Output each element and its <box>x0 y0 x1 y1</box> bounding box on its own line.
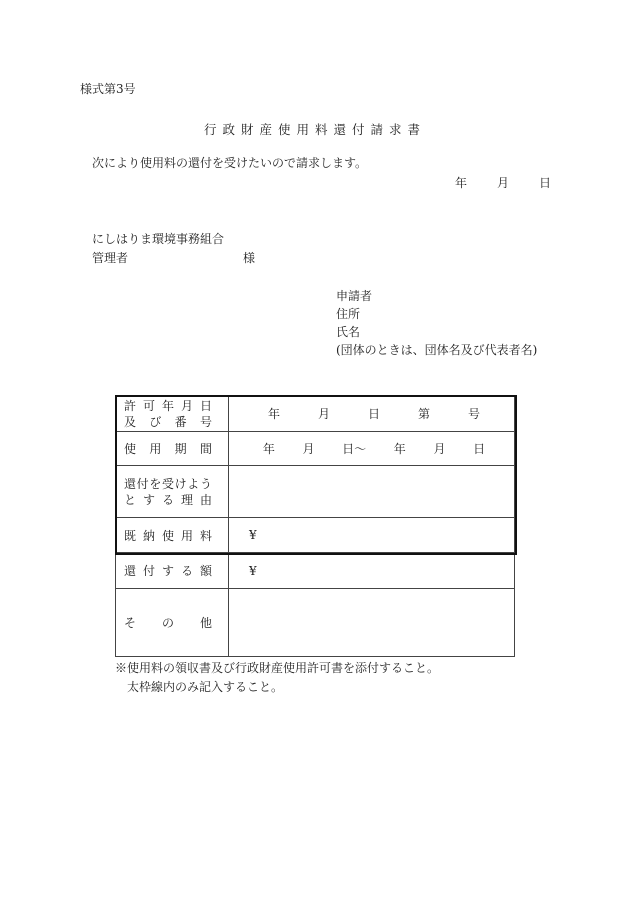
label-char: よ <box>187 476 200 491</box>
label-char: 理 <box>180 492 193 507</box>
table-row <box>116 518 515 553</box>
label-char: 許 <box>124 398 137 413</box>
label-char: 月 <box>180 398 193 413</box>
refund-reason-field[interactable] <box>229 466 515 518</box>
intro-text: 次により使用料の還付を受けたいので請求します。 <box>92 156 368 170</box>
permit-number-suffix: 号 <box>467 407 480 421</box>
label-char: を <box>149 476 162 491</box>
label-char: 間 <box>199 442 212 456</box>
table-row <box>116 432 515 466</box>
label-line1 <box>124 476 212 492</box>
label-char: 付 <box>136 476 149 491</box>
label-char: 還 <box>124 476 137 491</box>
addressee-manager: 管理者 <box>92 251 129 265</box>
table-row <box>116 466 515 518</box>
label-char: 額 <box>199 564 212 578</box>
refund-amount-label <box>116 553 229 589</box>
label-char: す <box>161 564 174 578</box>
addressee-org: にしはりま環境事務組合 <box>92 232 225 246</box>
applicant-heading: 申請者 <box>336 289 373 303</box>
label-char: 日 <box>199 398 212 413</box>
label-char: 号 <box>199 414 212 429</box>
applicant-address-label: 住所 <box>336 307 361 321</box>
label-line2 <box>124 414 212 430</box>
label-char: 用 <box>180 528 193 543</box>
label-char: う <box>199 476 212 491</box>
document-title: 行政財産使用料還付請求書 <box>203 122 426 137</box>
label-char: 受 <box>161 476 174 491</box>
applicant-name-label: 氏名 <box>336 325 361 339</box>
date-month: 月 <box>497 176 510 190</box>
label-char: の <box>161 616 174 630</box>
label-char: 期 <box>174 442 187 456</box>
permit-date-label <box>116 396 229 432</box>
label-char: 料 <box>199 528 212 543</box>
permit-day: 日 <box>367 407 380 421</box>
table-row <box>116 396 515 432</box>
addressee-honorific: 様 <box>243 251 256 265</box>
other-label <box>116 589 229 657</box>
label-char: 由 <box>199 492 212 507</box>
usage-period-label <box>116 432 229 466</box>
label-char: 使 <box>161 528 174 543</box>
label-char: 及 <box>124 414 137 429</box>
note-attachment: ※使用料の領収書及び行政財産使用許可書を添付すること。 <box>115 661 440 675</box>
permit-date-field[interactable] <box>229 396 515 432</box>
table-row <box>116 553 515 589</box>
label-char: る <box>180 564 193 578</box>
period-end-year: 年 <box>393 442 406 456</box>
period-start-day: 日〜 <box>342 442 367 456</box>
label-char: 可 <box>142 398 155 413</box>
date-year: 年 <box>455 176 468 190</box>
form-number: 様式第3号 <box>80 82 136 96</box>
label-char: 既 <box>124 528 137 543</box>
label-char: び <box>149 414 162 429</box>
period-end-month: 月 <box>433 442 446 456</box>
request-table <box>115 395 515 657</box>
label-char: と <box>124 492 137 507</box>
applicant-note: (団体のときは、団体名及び代表者名) <box>336 343 538 357</box>
paid-fee-field[interactable]: ¥ <box>229 518 515 553</box>
label-char: 付 <box>142 564 155 578</box>
date-line <box>455 174 551 191</box>
permit-month: 月 <box>317 407 330 421</box>
label-char: 年 <box>161 398 174 413</box>
refund-amount-field[interactable]: ¥ <box>229 553 515 589</box>
label-char: 還 <box>124 564 137 578</box>
period-end-day: 日 <box>473 442 486 456</box>
other-field[interactable] <box>229 589 515 657</box>
label-line1 <box>124 398 212 414</box>
date-day: 日 <box>539 176 552 190</box>
period-start-year: 年 <box>262 442 275 456</box>
label-char: 他 <box>199 616 212 630</box>
label-char: 納 <box>142 528 155 543</box>
label-char: け <box>174 476 187 491</box>
label-char: る <box>161 492 174 507</box>
note-bold-frame: 太枠線内のみ記入すること。 <box>127 680 284 694</box>
label-char: 使 <box>124 442 137 456</box>
paid-fee-label <box>116 518 229 553</box>
usage-period-field[interactable] <box>229 432 515 466</box>
permit-year: 年 <box>267 407 280 421</box>
refund-reason-label <box>116 466 229 518</box>
label-char: そ <box>124 616 137 630</box>
period-start-month: 月 <box>302 442 315 456</box>
label-char: 用 <box>149 442 162 456</box>
label-line2 <box>124 492 212 508</box>
table-row <box>116 589 515 657</box>
label-char: す <box>142 492 155 507</box>
permit-number-prefix: 第 <box>417 407 430 421</box>
label-char: 番 <box>174 414 187 429</box>
